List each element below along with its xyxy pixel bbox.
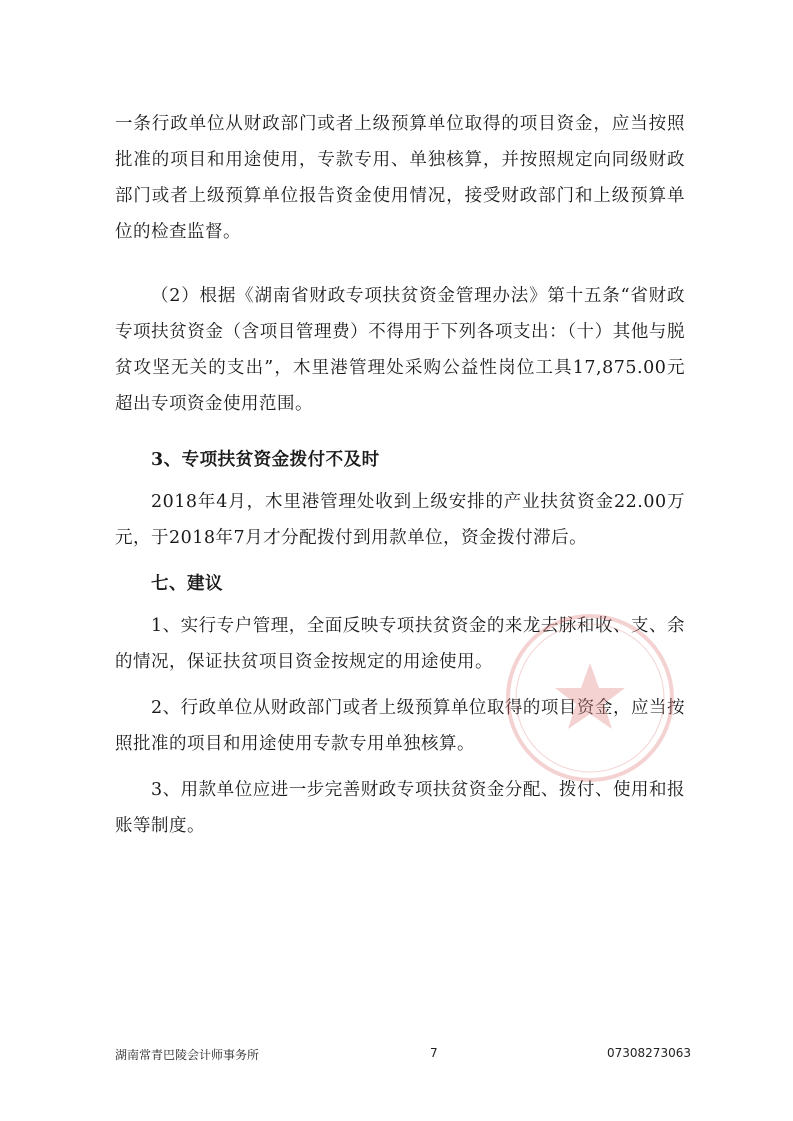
heading-funds-delay: 3、专项扶贫资金拨付不及时 bbox=[151, 450, 380, 470]
footer-phone: 07308273063 bbox=[607, 1046, 691, 1060]
paragraph-provincial-rules: （2）根据《湖南省财政专项扶贫资金管理办法》第十五条“省财政专项扶贫资金（含项目管理费）不得用于下列各项支出：（十）其他与脱贫攻坚无关的支出”，木里港管理处采购公益性岗位工具17,875.00元超出专项资金使用范围。 bbox=[115, 286, 685, 414]
recommendation-2: 2、行政单位从财政部门或者上级预算单位取得的项目资金，应当按照批准的项目和用途使用专款专用单独核算。 bbox=[115, 698, 685, 754]
recommendation-3: 3、用款单位应进一步完善财政专项扶贫资金分配、拨付、使用和报账等制度。 bbox=[115, 780, 685, 836]
paragraph-project-funds: 一条行政单位从财政部门或者上级预算单位取得的项目资金，应当按照批准的项目和用途使用，专款专用、单独核算，并按照规定向同级财政部门或者上级预算单位报告资金使用情况，接受财政部门和上级预算单位的检查监督。 bbox=[115, 114, 685, 242]
paragraph-funds-delay: 2018年4月，木里港管理处收到上级安排的产业扶贫资金22.00万元，于2018年7月才分配拨付到用款单位，资金拨付滞后。 bbox=[115, 492, 685, 548]
footer-page-number: 7 bbox=[430, 1046, 438, 1060]
footer-firm-name: 湖南常青巴陵会计师事务所 bbox=[115, 1048, 260, 1062]
company-seal-stamp bbox=[500, 608, 680, 788]
heading-recommendations: 七、建议 bbox=[151, 574, 223, 594]
recommendation-1: 1、实行专户管理，全面反映专项扶贫资金的来龙去脉和收、支、余的情况，保证扶贫项目资金按规定的用途使用。 bbox=[115, 616, 685, 672]
